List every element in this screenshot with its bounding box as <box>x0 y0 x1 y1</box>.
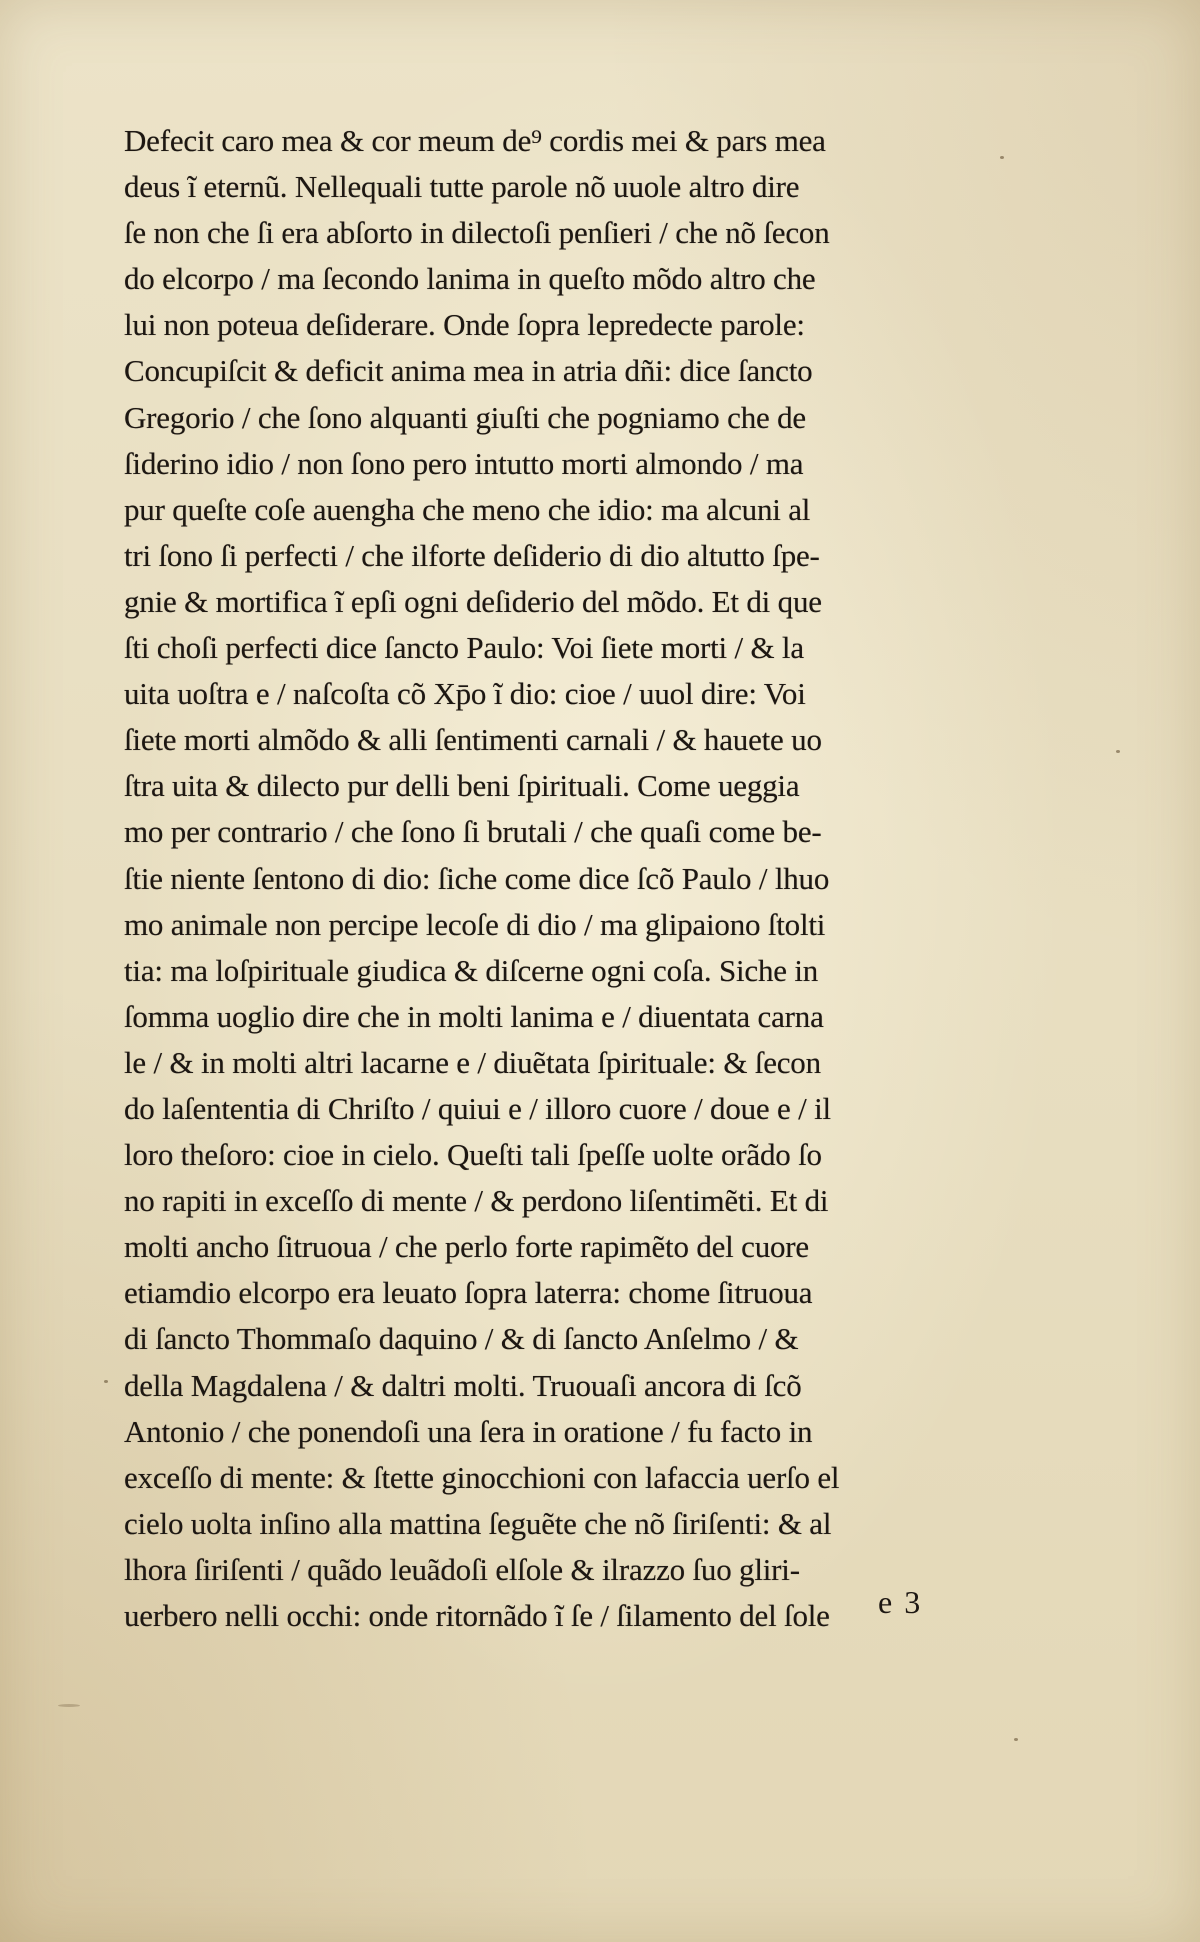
text-line: di ſancto Thommaſo daquino / & di ſancto Anſelmo / & <box>124 1321 799 1357</box>
paper-speck <box>104 1380 108 1383</box>
text-line: uita uoſtra e / naſcoſta cõ Xp̄o ĩ dio: cioe / uuol dire: Voi <box>124 676 806 712</box>
text-line: mo animale non percipe lecoſe di dio / ma glipaiono ſtolti <box>124 906 826 942</box>
text-line: Defecit caro mea & cor meum de⁹ cordis mei & pars mea <box>124 123 826 158</box>
text-line: le / & in molti altri lacarne e / diuẽtata ſpirituale: & ſecon <box>124 1044 821 1080</box>
text-line: mo per contrario / che ſono ſi brutali / che quaſi come be- <box>124 814 822 850</box>
text-line: exceſſo di mente: & ſtette ginocchioni con lafaccia uerſo el <box>124 1459 840 1495</box>
text-line: molti ancho ſitruoua / che perlo forte rapimẽto del cuore <box>124 1229 809 1265</box>
text-line: della Magdalena / & daltri molti. Truouaſi ancora di ſcõ <box>124 1367 802 1403</box>
text-line: tia: ma loſpirituale giudica & diſcerne ogni coſa. Siche in <box>124 952 819 988</box>
text-line: ſtie niente ſentono di dio: ſiche come dice ſcõ Paulo / lhuo <box>124 860 830 896</box>
text-line: ſiderino idio / non ſono pero intutto morti almondo / ma <box>124 445 804 481</box>
signature-mark: e 3 <box>878 1584 923 1620</box>
text-line: lui non poteua deſiderare. Onde ſopra lepredecte parole: <box>124 307 805 343</box>
text-line: loro theſoro: cioe in cielo. Queſti tali ſpeſſe uolte orãdo ſo <box>124 1137 822 1173</box>
text-line: Gregorio / che ſono alquanti giuſti che pogniamo che de <box>124 399 806 435</box>
paper-speck <box>1014 1738 1018 1741</box>
text-line: ſe non che ſi era abſorto in dilectoſi penſieri / che nõ ſecon <box>124 215 830 251</box>
text-line: do laſententia di Chriſto / quiui e / illoro cuore / doue e / il <box>124 1090 831 1126</box>
text-line: lhora ſiriſenti / quãdo leuãdoſi elſole & ilrazzo ſuo gliri- <box>124 1551 800 1587</box>
text-line: tri ſono ſi perfecti / che ilforte deſiderio di dio altutto ſpe- <box>124 537 820 573</box>
text-line: do elcorpo / ma ſecondo lanima in queſto mõdo altro che <box>124 261 816 297</box>
text-line: ſomma uoglio dire che in molti lanima e / diuentata carna <box>124 998 824 1034</box>
text-line: pur queſte coſe auengha che meno che idio: ma alcuni al <box>124 491 811 527</box>
text-line: ſiete morti almõdo & alli ſentimenti carnali / & hauete uo <box>124 722 822 758</box>
text-line: etiamdio elcorpo era leuato ſopra laterra: chome ſitruoua <box>124 1275 813 1311</box>
text-line: ſtra uita & dilecto pur delli beni ſpirituali. Come ueggia <box>124 768 800 804</box>
text-line: Antonio / che ponendoſi una ſera in oratione / fu facto in <box>124 1413 813 1449</box>
text-line: gnie & mortifica ĩ epſi ogni deſiderio del mõdo. Et di que <box>124 583 822 619</box>
text-line: ſti choſi perfecti dice ſancto Paulo: Voi ſiete morti / & la <box>124 630 804 666</box>
text-line: cielo uolta inſino alla mattina ſeguẽte che nõ ſiriſenti: & al <box>124 1505 832 1541</box>
text-line: no rapiti in exceſſo di mente / & perdono liſentimẽti. Et di <box>124 1183 829 1219</box>
text-line: uerbero nelli occhi: onde ritornãdo ĩ ſe / ſilamento del ſole <box>124 1598 830 1633</box>
text-line: deus ĩ eternũ. Nellequali tutte parole nõ uuole altro dire <box>124 169 800 205</box>
paper-speck <box>1116 750 1120 753</box>
text-block <box>124 118 984 1639</box>
text-line: Concupiſcit & deficit anima mea in atria dñi: dice ſancto <box>124 353 813 389</box>
paper-speck <box>1000 156 1004 159</box>
paper-speck <box>58 1704 80 1707</box>
